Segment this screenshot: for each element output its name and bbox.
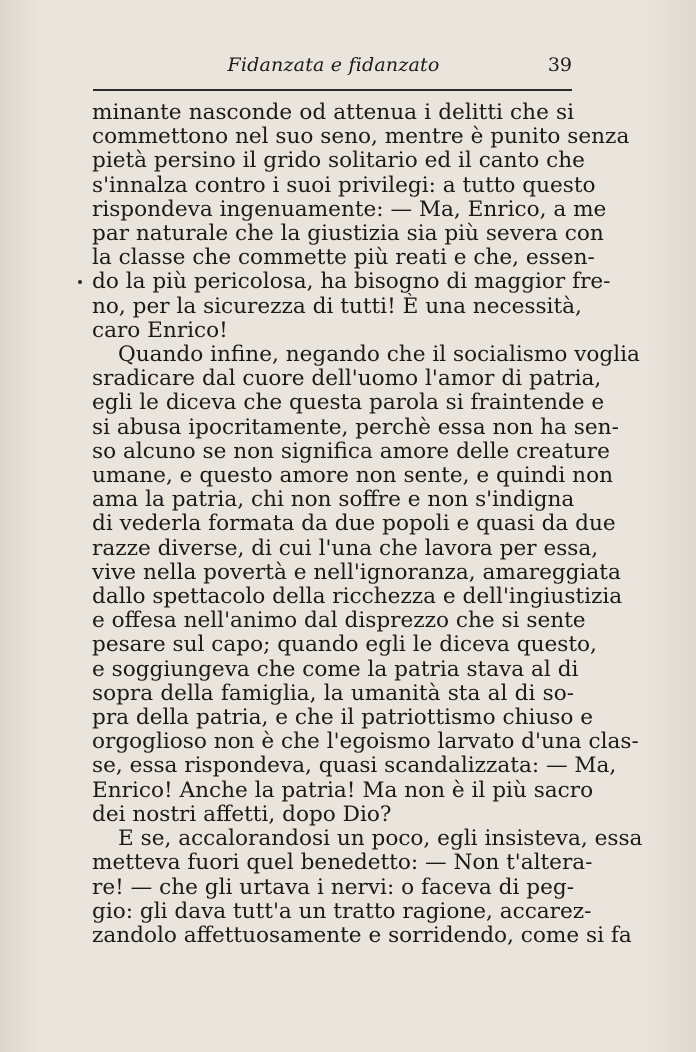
header-rule [93, 89, 572, 91]
text-line: egli le diceva che questa parola si fraintende e [92, 390, 605, 416]
text-line: so alcuno se non significa amore delle creature [92, 438, 610, 464]
text-line: razze diverse, di cui l'una che lavora per essa, [92, 535, 599, 561]
text-line: no, per la sicurezza di tutti! È una necessità, [92, 293, 582, 319]
text-line: s'innalza contro i suoi privilegi: a tutto questo [92, 172, 596, 198]
text-line: sradicare dal cuore dell'uomo l'amor di patria, [92, 366, 602, 392]
text-line: umane, e questo amore non sente, e quindi non [92, 463, 613, 489]
text-line: do la più pericolosa, ha bisogno di maggior fre- [92, 269, 611, 295]
text-line: vive nella povertà e nell'ignoranza, amareggiata [92, 559, 621, 585]
text-line: Enrico! Anche la patria! Ma non è il più sacro [92, 777, 594, 803]
text-line: gio: gli dava tutt'a un tratto ragione, accarez- [92, 898, 592, 924]
running-head [95, 52, 572, 86]
text-line: di vederla formata da due popoli e quasi da due [92, 511, 616, 537]
text-line: par naturale che la giustizia sia più severa con [92, 221, 604, 247]
text-line: minante nasconde od attenua i delitti che si [92, 100, 574, 125]
text-line: si abusa ipocritamente, perchè essa non ha sen- [92, 414, 619, 440]
text-line: dallo spettacolo della ricchezza e dell'ingiustizia [92, 584, 623, 610]
text-line: caro Enrico! [92, 317, 228, 343]
text-line: se, essa rispondeva, quasi scandalizzata: — Ma, [92, 753, 617, 779]
text-line: pra della patria, e che il patriottismo chiuso e [92, 705, 594, 731]
text-line: Quando infine, negando che il socialismo voglia [118, 342, 640, 368]
text-line: la classe che commette più reati e che, essen- [92, 245, 595, 271]
text-line: e offesa nell'animo dal disprezzo che si sente [92, 608, 586, 634]
text-line: rispondeva ingenuamente: — Ma, Enrico, a me [92, 196, 607, 222]
text-line: E se, accalorandosi un poco, egli insisteva, essa [118, 826, 643, 852]
text-line: re! — che gli urtava i nervi: o faceva di peg- [92, 874, 574, 900]
text-line: sopra della famiglia, la umanità sta al di so- [92, 680, 574, 706]
body-text [92, 100, 643, 948]
text-line: pesare sul capo; quando egli le diceva questo, [92, 632, 597, 658]
text-line: commettono nel suo seno, mentre è punito senza [92, 124, 630, 150]
text-line: dei nostri affetti, dopo Dio? [92, 801, 392, 827]
text-line: zandolo affettuosamente e sorridendo, come si fa [92, 922, 632, 948]
text-line: pietà persino il grido solitario ed il canto che [92, 148, 585, 174]
margin-mark [78, 280, 82, 284]
text-line: e soggiungeva che come la patria stava al di [92, 656, 579, 682]
page-number: 39 [547, 54, 572, 76]
text-line: metteva fuori quel benedetto: — Non t'altera- [92, 850, 593, 876]
text-line: ama la patria, chi non soffre e non s'indigna [92, 487, 575, 513]
running-title: Fidanzata e fidanzato [227, 54, 440, 76]
text-line: orgoglioso non è che l'egoismo larvato d'una clas- [92, 729, 639, 755]
